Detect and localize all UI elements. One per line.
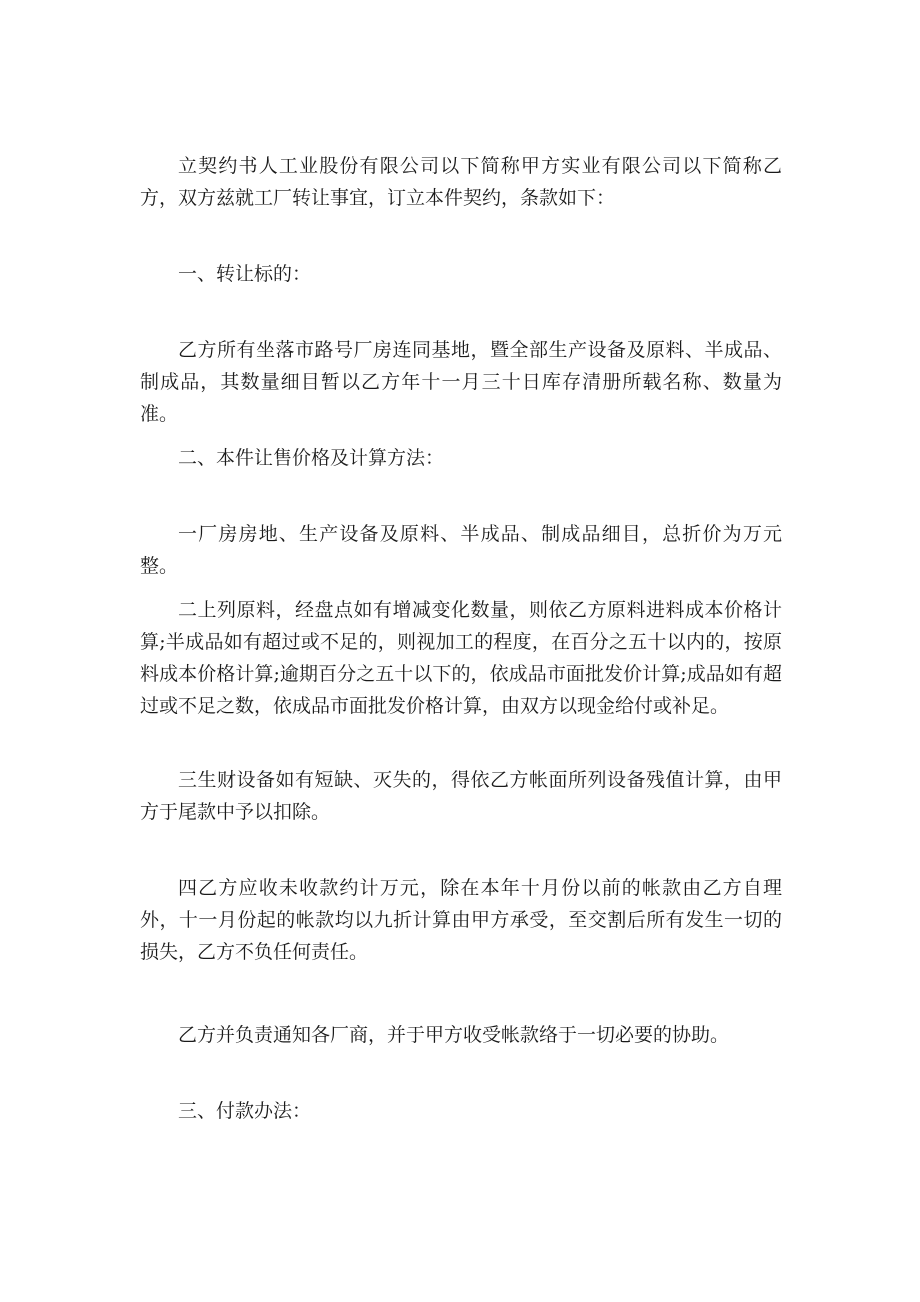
paragraph-preamble: 立契约书人工业股份有限公司以下简称甲方实业有限公司以下简称乙方，双方兹就工厂转让事宜，订立本件契约，条款如下： [140,155,782,209]
paragraph-notify-vendors: 乙方并负责通知各厂商，并于甲方收受帐款络于一切必要的协助。 [178,1024,730,1046]
paragraph-price-item-1: 一厂房房地、生产设备及原料、半成品、制成品细目，总折价为万元整。 [140,523,782,577]
paragraph-price-item-2: 二上列原料，经盘点如有增减变化数量，则依乙方原料进料成本价格计算;半成品如有超过或不足的，则视加工的程度，在百分之五十以内的，按原料成本价格计算;逾期百分之五十以下的，依成品市面批发价计算;成品如有超过或不足之数，依成品市面批发价格计算，由双方以现金给付或补足。 [140,599,782,717]
paragraph-price-item-4: 四乙方应收未收款约计万元，除在本年十月份以前的帐款由乙方自理外，十一月份起的帐款均以九折计算由甲方承受，至交割后所有发生一切的损失，乙方不负任何责任。 [140,877,782,963]
heading-payment-method: 三、付款办法： [178,1100,312,1122]
heading-price-calculation: 二、本件让售价格及计算方法： [178,447,445,469]
paragraph-price-item-3: 三生财设备如有短缺、灭失的，得依乙方帐面所列设备残值计算，由甲方于尾款中予以扣除。 [140,769,782,823]
heading-transfer-subject: 一、转让标的： [178,263,312,285]
paragraph-transfer-subject: 乙方所有坐落市路号厂房连同基地，暨全部生产设备及原料、半成品、制成品，其数量细目暂以乙方年十一月三十日库存清册所载名称、数量为准。 [140,339,782,425]
